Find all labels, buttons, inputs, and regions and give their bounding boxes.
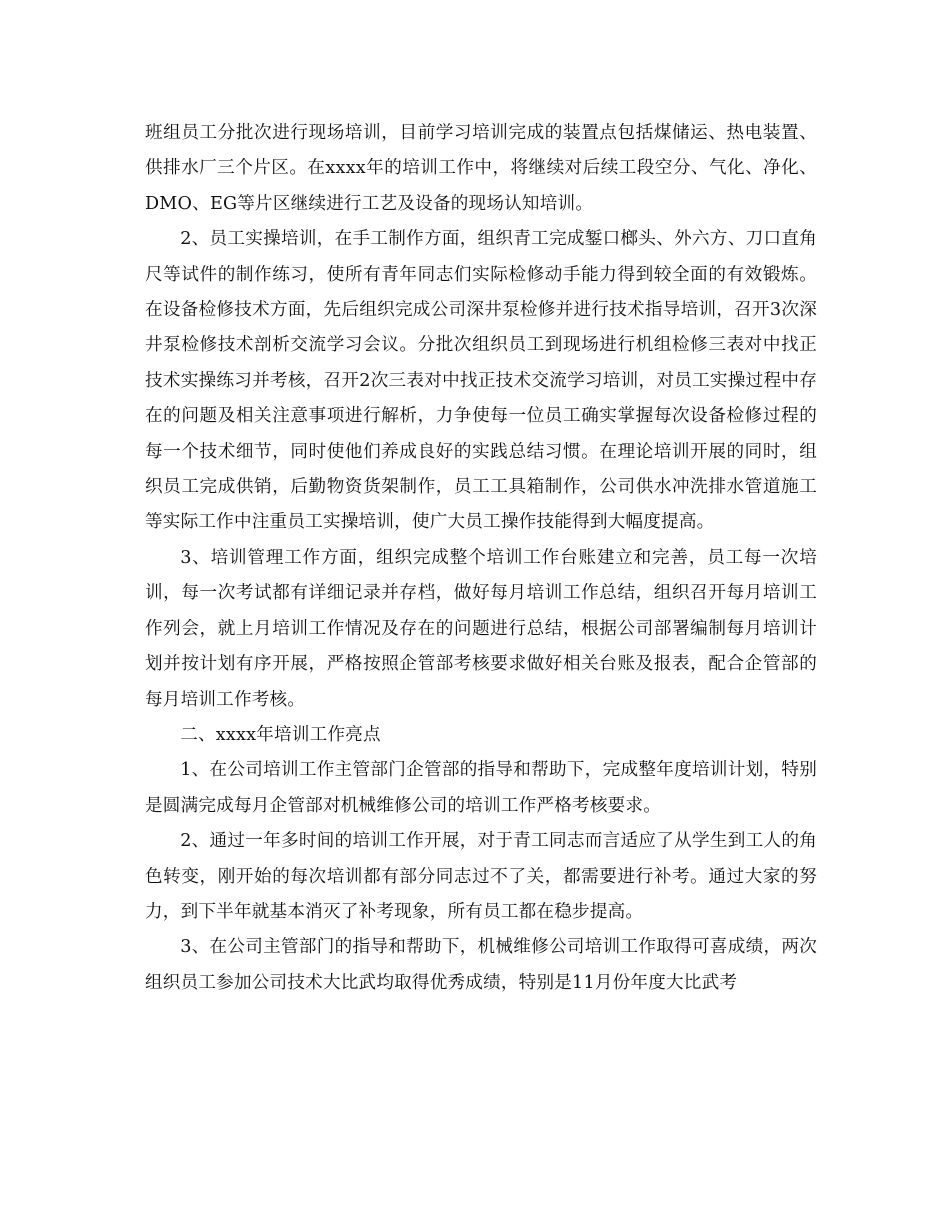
paragraph-highlight-2: 2、通过一年多时间的培训工作开展，对于青工同志而言适应了从学生到工人的角色转变，刚开始的每次培训都有部分同志过不了关，都需要进行补考。通过大家的努力，到下半年就基本消灭了补考现象，所有员工都在稳步提高。 xyxy=(145,831,817,922)
paragraph-hands-on-training: 2、员工实操培训，在手工制作方面，组织青工完成錾口榔头、外六方、刀口直角尺等试件的制作练习，使所有青年同志们实际检修动手能力得到较全面的有效锻炼。在设备检修技术方面，先后组织完成公司深井泵检修并进行技术指导培训，召开3次深井泵检修技术剖析交流学习会议。分批次组织员工到现场进行机组检修三表对中找正技术实操练习并考核，召开2次三表对中找正技术交流学习培训，对员工实操过程中存在的问题及相关注意事项进行解析，力争使每一位员工确实掌握每次设备检修过程的每一个技术细节，同时使他们养成良好的实践总结习惯。在理论培训开展的同时，组织员工完成供销，后勤物资货架制作，员工工具箱制作，公司供水冲洗排水管道施工等实际工作中注重员工实操培训，使广大员工操作技能得到大幅度提高。 xyxy=(145,229,817,533)
paragraph-continuation: 班组员工分批次进行现场培训，目前学习培训完成的装置点包括煤储运、热电装置、供排水厂三个片区。在xxxx年的培训工作中，将继续对后续工段空分、气化、净化、DMO、EG等片区继续进行工艺及设备的现场认知培训。 xyxy=(145,123,817,214)
document-body xyxy=(145,116,817,1001)
section-heading-highlights: 二、xxxx年培训工作亮点 xyxy=(180,724,381,745)
paragraph-highlight-3: 3、在公司主管部门的指导和帮助下，机械维修公司培训工作取得可喜成绩，两次组织员工参加公司技术大比武均取得优秀成绩，特别是11月份年度大比武考 xyxy=(145,937,817,993)
paragraph-highlight-1: 1、在公司培训工作主管部门企管部的指导和帮助下，完成整年度培训计划，特别是圆满完成每月企管部对机械维修公司的培训工作严格考核要求。 xyxy=(145,760,817,816)
paragraph-training-management: 3、培训管理工作方面，组织完成整个培训工作台账建立和完善，员工每一次培训，每一次考试都有详细记录并存档，做好每月培训工作总结，组织召开每月培训工作列会，就上月培训工作情况及存在的问题进行总结，根据公司部署编制每月培训计划并按计划有序开展，严格按照企管部考核要求做好相关台账及报表，配合企管部的每月培训工作考核。 xyxy=(145,547,817,710)
